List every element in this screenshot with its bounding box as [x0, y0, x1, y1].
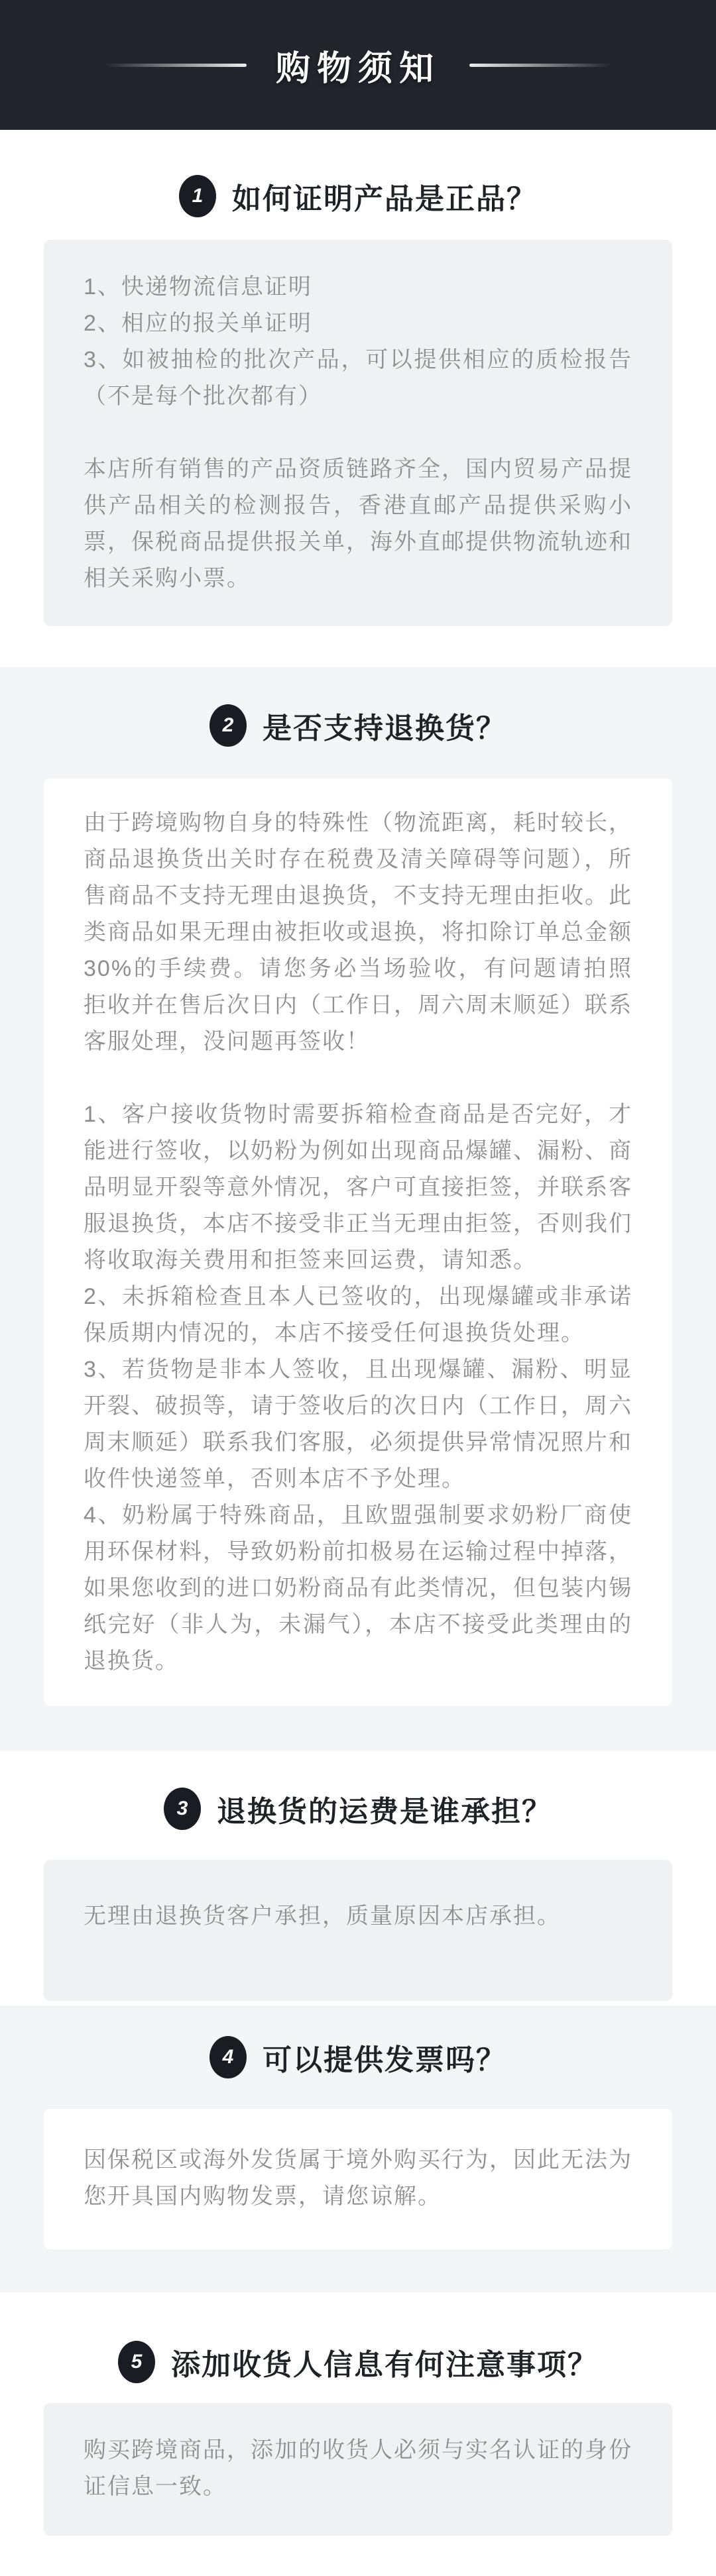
paragraph: 1、客户接收货物时需要拆箱检查商品是否完好，才能进行签收，以奶粉为例如出现商品爆罐、漏粉、商品明显开裂等意外情况，客户可直接拒签，并联系客服退换货，本店不接受非正当无理由拒签，否则我们将收取海关费用和拒签来回运费，请知悉。	[84, 1102, 632, 1273]
paragraph: 由于跨境购物自身的特殊性（物流距离，耗时较长，商品退换货出关时存在税费及清关障碍等问题），所售商品不支持无理由退换货，不支持无理由拒收。此类商品如果无理由被拒收或退换，将扣除订单总金额30%的手续费。请您务必当场验收，有问题请拍照拒收并在售后次日内（工作日，周六周末顺延）联系客服处理，没问题再签收！	[84, 810, 632, 1054]
paragraph: 无理由退换货客户承担，质量原因本店承担。	[84, 1904, 561, 1929]
section-1-title: 如何证明产品是正品？	[232, 183, 537, 215]
section-2-card	[44, 778, 672, 1706]
paragraph: 3、若货物是非本人签收，且出现爆罐、漏粉、明显开裂、破损等，请于签收后的次日内（工作日，周六周末顺延）联系我们客服，必须提供异常情况照片和收件快递签单，否则本店不予处理。	[84, 1357, 632, 1491]
paragraph: 4、奶粉属于特殊商品，且欧盟强制要求奶粉厂商使用环保材料，导致奶粉前扣极易在运输过程中掉落，如果您收到的进口奶粉商品有此类情况，但包装内锡纸完好（非人为，未漏气），本店不接受此类理由的退换货。	[84, 1503, 632, 1674]
number-1-badge-icon: 1	[179, 175, 216, 217]
paragraph: 2、未拆箱检查且本人已签收的，出现爆罐或非承诺保质期内情况的，本店不接受任何退换货处理。	[84, 1284, 632, 1346]
page-title: 购物须知	[275, 49, 440, 88]
paragraph: 购买跨境商品，添加的收货人必须与实名认证的身份证信息一致。	[84, 2438, 632, 2499]
section-2-title: 是否支持退换货？	[263, 712, 507, 745]
paragraph: 本店所有销售的产品资质链路齐全，国内贸易产品提供产品相关的检测报告，香港直邮产品提供采购小票，保税商品提供报关单，海外直邮提供物流轨迹和相关采购小票。	[84, 456, 632, 591]
paragraph: 2、相应的报关单证明	[84, 311, 312, 336]
section-3-title-row	[0, 1788, 716, 1830]
section-4-title-row	[0, 2036, 716, 2078]
section-return-shipping-fee	[0, 1788, 716, 2001]
paragraph: 1、快递物流信息证明	[84, 274, 312, 299]
header-banner	[0, 0, 716, 130]
section-3-card	[44, 1860, 672, 2001]
section-3-title: 退换货的运费是谁承担？	[217, 1796, 552, 1828]
section-invoice	[0, 2006, 716, 2292]
number-5-badge-icon: 5	[118, 2341, 155, 2383]
section-recipient-info	[0, 2341, 716, 2536]
section-4-title: 可以提供发票吗？	[263, 2044, 507, 2076]
header-divider-left-line	[105, 64, 247, 67]
section-2-title-row	[0, 704, 716, 747]
section-4-card	[44, 2109, 672, 2249]
section-5-title: 添加收货人信息有何注意事项？	[171, 2349, 598, 2381]
number-4-badge-icon: 4	[209, 2036, 247, 2078]
section-1-title-row	[0, 175, 716, 217]
paragraph: 3、如被抽检的批次产品，可以提供相应的质检报告（不是每个批次都有）	[84, 347, 632, 409]
header-divider-right-line	[469, 64, 611, 67]
number-2-badge-icon: 2	[209, 704, 247, 747]
section-1-card	[44, 240, 672, 626]
section-returns	[0, 667, 716, 1751]
number-3-badge-icon: 3	[164, 1788, 201, 1830]
section-5-card	[44, 2403, 672, 2536]
section-5-title-row	[0, 2341, 716, 2383]
section-authenticity	[0, 175, 716, 626]
paragraph: 因保税区或海外发货属于境外购买行为，因此无法为您开具国内购物发票，请您谅解。	[84, 2147, 632, 2209]
